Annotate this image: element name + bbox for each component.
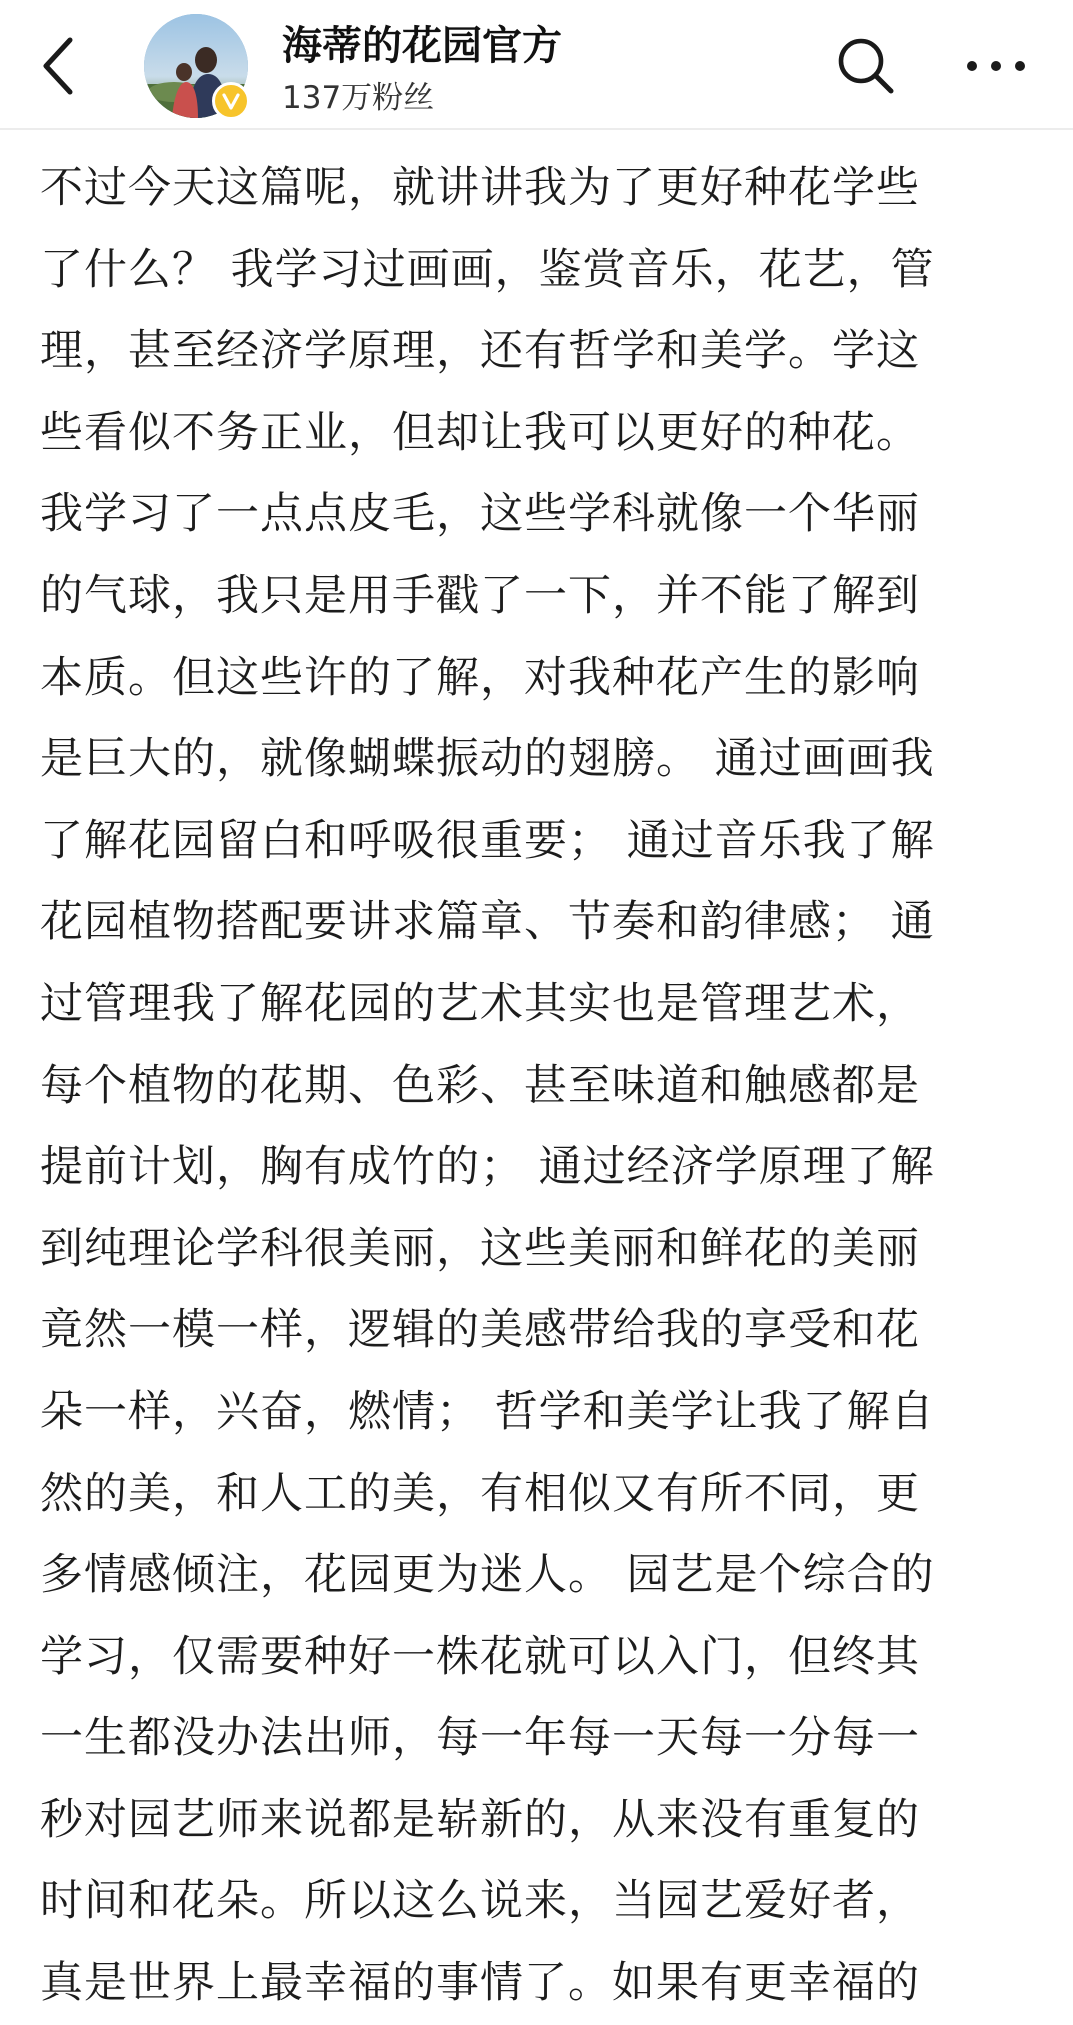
article-line: 了什么？ 我学习过画画，鉴赏音乐，花艺，管 bbox=[40, 244, 935, 295]
article-line: 是巨大的，就像蝴蝶振动的翅膀。 通过画画我 bbox=[40, 734, 935, 785]
article-line: 到纯理论学科很美丽，这些美丽和鲜花的美丽 bbox=[40, 1223, 920, 1274]
more-dots-icon bbox=[964, 58, 1028, 74]
top-bar bbox=[0, 0, 1073, 130]
search-icon bbox=[835, 35, 897, 97]
account-name[interactable]: 海蒂的花园官方 bbox=[282, 23, 562, 69]
article-line: 了解花园留白和呼吸很重要； 通过音乐我了解 bbox=[40, 815, 935, 866]
article-line: 过管理我了解花园的艺术其实也是管理艺术， bbox=[40, 978, 920, 1029]
article-line: 时间和花朵。所以这么说来，当园艺爱好者， bbox=[40, 1876, 920, 1927]
article-line: 然的美，和人工的美，有相似又有所不同，更 bbox=[40, 1468, 920, 1519]
article-line: 学习，仅需要种好一株花就可以入门，但终其 bbox=[40, 1631, 920, 1682]
verified-badge-icon bbox=[220, 90, 242, 112]
article-line: 我学习了一点点皮毛，这些学科就像一个华丽 bbox=[40, 489, 920, 540]
article-body bbox=[40, 148, 1040, 2025]
chevron-left-icon bbox=[40, 36, 76, 96]
search-button[interactable] bbox=[832, 32, 900, 100]
back-button[interactable] bbox=[30, 30, 86, 102]
more-options-button[interactable] bbox=[960, 40, 1032, 92]
article-line: 每个植物的花期、色彩、甚至味道和触感都是 bbox=[40, 1060, 920, 1111]
article-line: 一生都没办法出师，每一年每一天每一分每一 bbox=[40, 1713, 920, 1764]
article-line: 本质。但这些许的了解，对我种花产生的影响 bbox=[40, 652, 920, 703]
article-line: 朵一样，兴奋，燃情； 哲学和美学让我了解自 bbox=[40, 1386, 935, 1437]
article-line: 花园植物搭配要讲求篇章、节奏和韵律感； 通 bbox=[40, 897, 935, 948]
follower-count: 137万粉丝 bbox=[282, 80, 435, 116]
article-line: 不过今天这篇呢，就讲讲我为了更好种花学些 bbox=[40, 163, 920, 213]
article-line: 秒对园艺师来说都是崭新的，从来没有重复的 bbox=[40, 1794, 920, 1845]
article-line: 提前计划，胸有成竹的； 通过经济学原理了解 bbox=[40, 1142, 935, 1193]
article-line: 的气球，我只是用手戳了一下，并不能了解到 bbox=[40, 570, 920, 621]
article-line: 理，甚至经济学原理，还有哲学和美学。学这 bbox=[40, 326, 920, 377]
verified-badge bbox=[212, 82, 250, 120]
article-line: 多情感倾注，花园更为迷人。 园艺是个综合的 bbox=[40, 1550, 935, 1601]
article-line: 真是世界上最幸福的事情了。如果有更幸福的 bbox=[40, 1958, 920, 2009]
article-line: 竟然一模一样，逻辑的美感带给我的享受和花 bbox=[40, 1305, 920, 1356]
article-line: 些看似不务正业，但却让我可以更好的种花。 bbox=[40, 407, 920, 458]
